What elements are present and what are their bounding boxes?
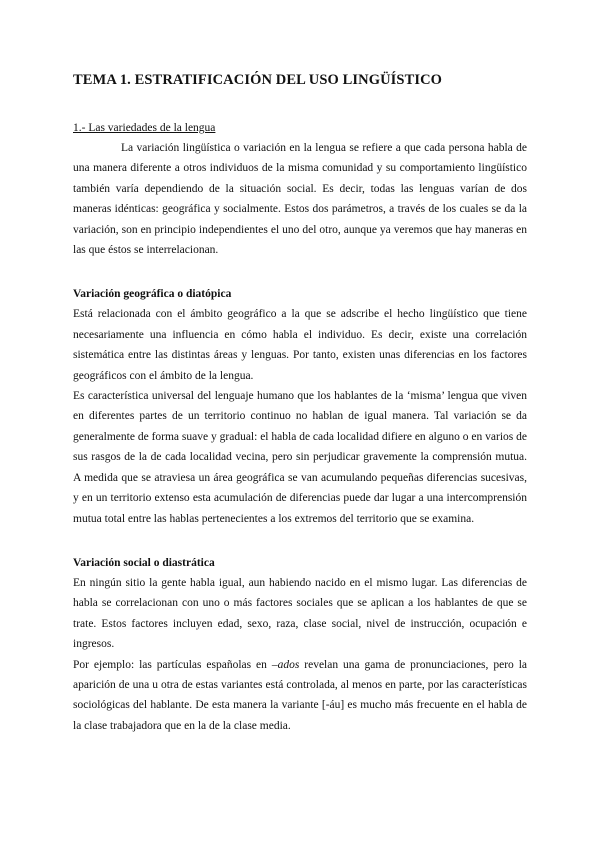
social-paragraph-2-start: Por ejemplo: las partículas españolas en xyxy=(73,658,272,671)
page-content xyxy=(73,70,527,736)
social-paragraph-2 xyxy=(73,655,527,737)
social-paragraph-1: En ningún sitio la gente habla igual, aun habiendo nacido en el mismo lugar. Las diferencias de habla se correlacionan con uno o más factores sociales que se aplican a los hablantes de que se trate. Estos factores incluyen edad, sexo, raza, clase social, nivel de instrucción, ocupación e ingresos. xyxy=(73,576,527,651)
social-variation-heading: Variación social o diastrática xyxy=(73,556,215,569)
geo-paragraph-2: Es característica universal del lenguaje humano que los hablantes de la ‘misma’ lengua que viven en diferentes partes de un territorio continuo no hablan de igual manera. Tal variación se da generalmente de forma suave y gradual: el habla de cada localidad difiere en alguno o en varios de sus rasgos de la de cada localidad vecina, pero sin perjudicar gravemente la comprensión mutua. A medida que se atraviesa un área geográfica se van acumulando pequeñas diferencias sucesivas, y en un territorio extenso esta acumulación de diferencias puede dar lugar a una intercomprensión mutua total entre las hablas pertenecientes a los extremos del territorio que se examina. xyxy=(73,390,527,525)
social-paragraph-2-end: revelan una gama de pronunciaciones, pero la aparición de una u otra de estas variantes está controlada, al menos en parte, por las características sociológicas del hablante. De esta manera la variante [-áu] es mucho más frecuente en el habla de la clase trabajadora que en la de la clase media. xyxy=(73,658,528,732)
geo-variation-heading: Variación geográfica o diatópica xyxy=(73,288,232,301)
ados-term: –ados xyxy=(271,658,300,671)
section-subtitle: 1.- Las variedades de la lengua xyxy=(73,122,216,134)
document-title: TEMA 1. ESTRATIFICACIÓN DEL USO LINGÜÍSTICO xyxy=(73,72,443,88)
geo-paragraph-1: Está relacionada con el ámbito geográfico a la que se adscribe el hecho lingüístico que tiene necesariamente una influencia en cómo habla el individuo. Es decir, existe una correlación sistemática entre las distintas áreas y lenguas. Por tanto, existen unas diferencias en los factores geográficos con el ámbito de la lengua. xyxy=(73,308,527,382)
intro-paragraph: La variación lingüística o variación en la lengua se refiere a que cada persona habla de una manera diferente a otros individuos de la misma comunidad y su comportamiento lingüístico también varía dependiendo de la situación social. Es decir, todas las lenguas varían de dos maneras idénticas: geográfica y socialmente. Estos dos parámetros, a través de los cuales se da la variación, son en principio independientes el uno del otro, aunque ya veremos que hay maneras en las que éstos se interrelacionan. xyxy=(73,142,527,257)
